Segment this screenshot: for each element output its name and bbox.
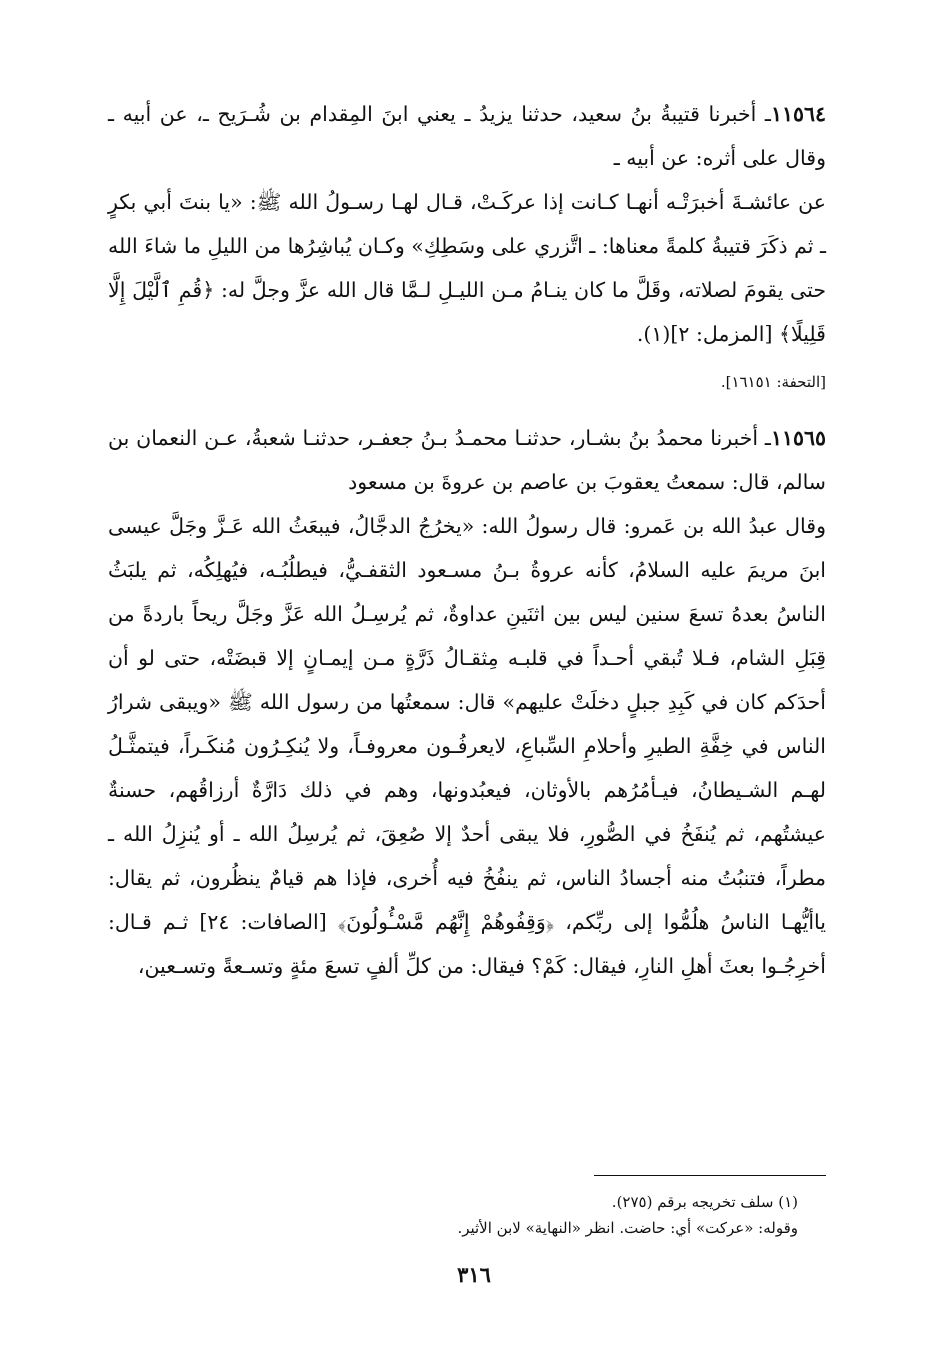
footnote-2: وقوله: «عركت» أي: حاضت. انظر «النهاية» لابن الأثير. bbox=[457, 1219, 798, 1237]
footnote-1: (١) سلف تخريجه برقم (٢٧٥). bbox=[611, 1193, 798, 1211]
hadith-number: ١١٥٦٥ bbox=[770, 426, 826, 450]
hadith-1565-isnad bbox=[108, 416, 826, 504]
isnad-text: ـ أخبرنا قتيبةُ بنُ سعيد، حدثنا يزيدُ ـ يعني ابنَ المِقدام بن شُـرَيح ـ، عن أبيه ـ وقال على أثره: عن أبيه ـ bbox=[108, 102, 826, 170]
hadith-1564-isnad bbox=[108, 92, 826, 180]
page-number: ٣١٦ bbox=[457, 1262, 491, 1287]
hadith-1564-matn: عن عائشـةَ أخبرَتْـه أنهـا كـانت إذا عركَـتْ، قـال لهـا رسـولُ الله ﷺ: «يا بنتَ أبي بكرٍ ـ ثم ذكَرَ قتيبةُ كلمةً معناها: ـ اتَّزري على وسَطِكِ» وكـان يُباشِرُها من الليلِ ما شاءَ الله حتى يقومَ لصلاته، وقَلَّ ما كان ينـامُ مـن الليـلِ لـمَّا قال الله عزَّ وجلَّ له: ﴿قُمِ ٱلَّيْلَ إِلَّا قَلِيلًا﴾ [المزمل: ٢](١). bbox=[108, 190, 826, 346]
footnote-divider bbox=[594, 1175, 826, 1176]
tuhfa-reference: [التحفة: ١٦١٥١]. bbox=[720, 373, 826, 391]
page-body bbox=[108, 92, 826, 988]
hadith-1565-matn: وقال عبدُ الله بن عَمرو: قال رسولُ الله: «يخرُجُ الدجَّالُ، فيبعَثُ الله عَـزَّ وجَلَّ عيسى ابنَ مريمَ عليه السلامُ، كأنه عروةُ بـنُ مسـعود الثقفـيُّ، فيطلُبُـه، فيُهلِكُه، ثم يلبَثُ الناسُ بعدهُ تسعَ سنين ليس بين اثنَينِ عداوةٌ، ثم يُرسِـلُ الله عَزَّ وجَلَّ ريحاً باردةً من قِبَلِ الشام، فـلا تُبقي أحـداً في قلبـه مِثقـالُ ذَرَّةٍ مـن إيمـانٍ إلا قبضَتْه، حتى لو أن أحدَكم كان في كَبِدِ جبلٍ دخلَتْ عليهم» قال: سمعتُها من رسول الله ﷺ «ويبقى شرارُ الناس في خِفَّةِ الطيرِ وأحلامِ السِّباعِ، لايعرفُـون معروفـاً، ولا يُنكِـرُون مُنكَـراً، فيتمثَّـلُ لهـم الشـيطانُ، فيـأمُرُهم بالأوثان، فيعبُدونها، وهم في ذلك دَارَّةٌ أرزاقُهم، حسنةٌ عيشتُهم، ثم يُنفَخُ في الصُّورِ، فلا يبقى أحدٌ إلا صُعِقَ، ثم يُرسِلُ الله ـ أو يُنزِلُ الله ـ مطراً، فتنبُتُ منه أجسادُ الناس، ثم ينفُخُ فيه أُخرى، فإذا هم قيامٌ ينظُرون، ثم يقال: ياأيُّهـا الناسُ هلُمُّوا إلى ربِّكم، ﴿وَقِفُوهُمْ إِنَّهُم مَّسْـُٔولُونَ﴾ [الصافات: ٢٤] ثـم قـال: أخرِجُـوا بعثَ أهلِ النارِ، فيقال: كَمْ؟ فيقال: من كلِّ ألفٍ تسعَ مئةٍ وتسـعةً وتسـعين، bbox=[108, 514, 826, 978]
isnad-text: ـ أخبرنا محمدُ بنُ بشـار، حدثنـا محمـدُ بـنُ جعفـر، حدثنـا شعبةُ، عـن النعمان بن سالم، قال: سمعتُ يعقوبَ بن عاصم بن عروةَ بن مسعود bbox=[108, 426, 826, 494]
hadith-number: ١١٥٦٤ bbox=[770, 102, 826, 126]
